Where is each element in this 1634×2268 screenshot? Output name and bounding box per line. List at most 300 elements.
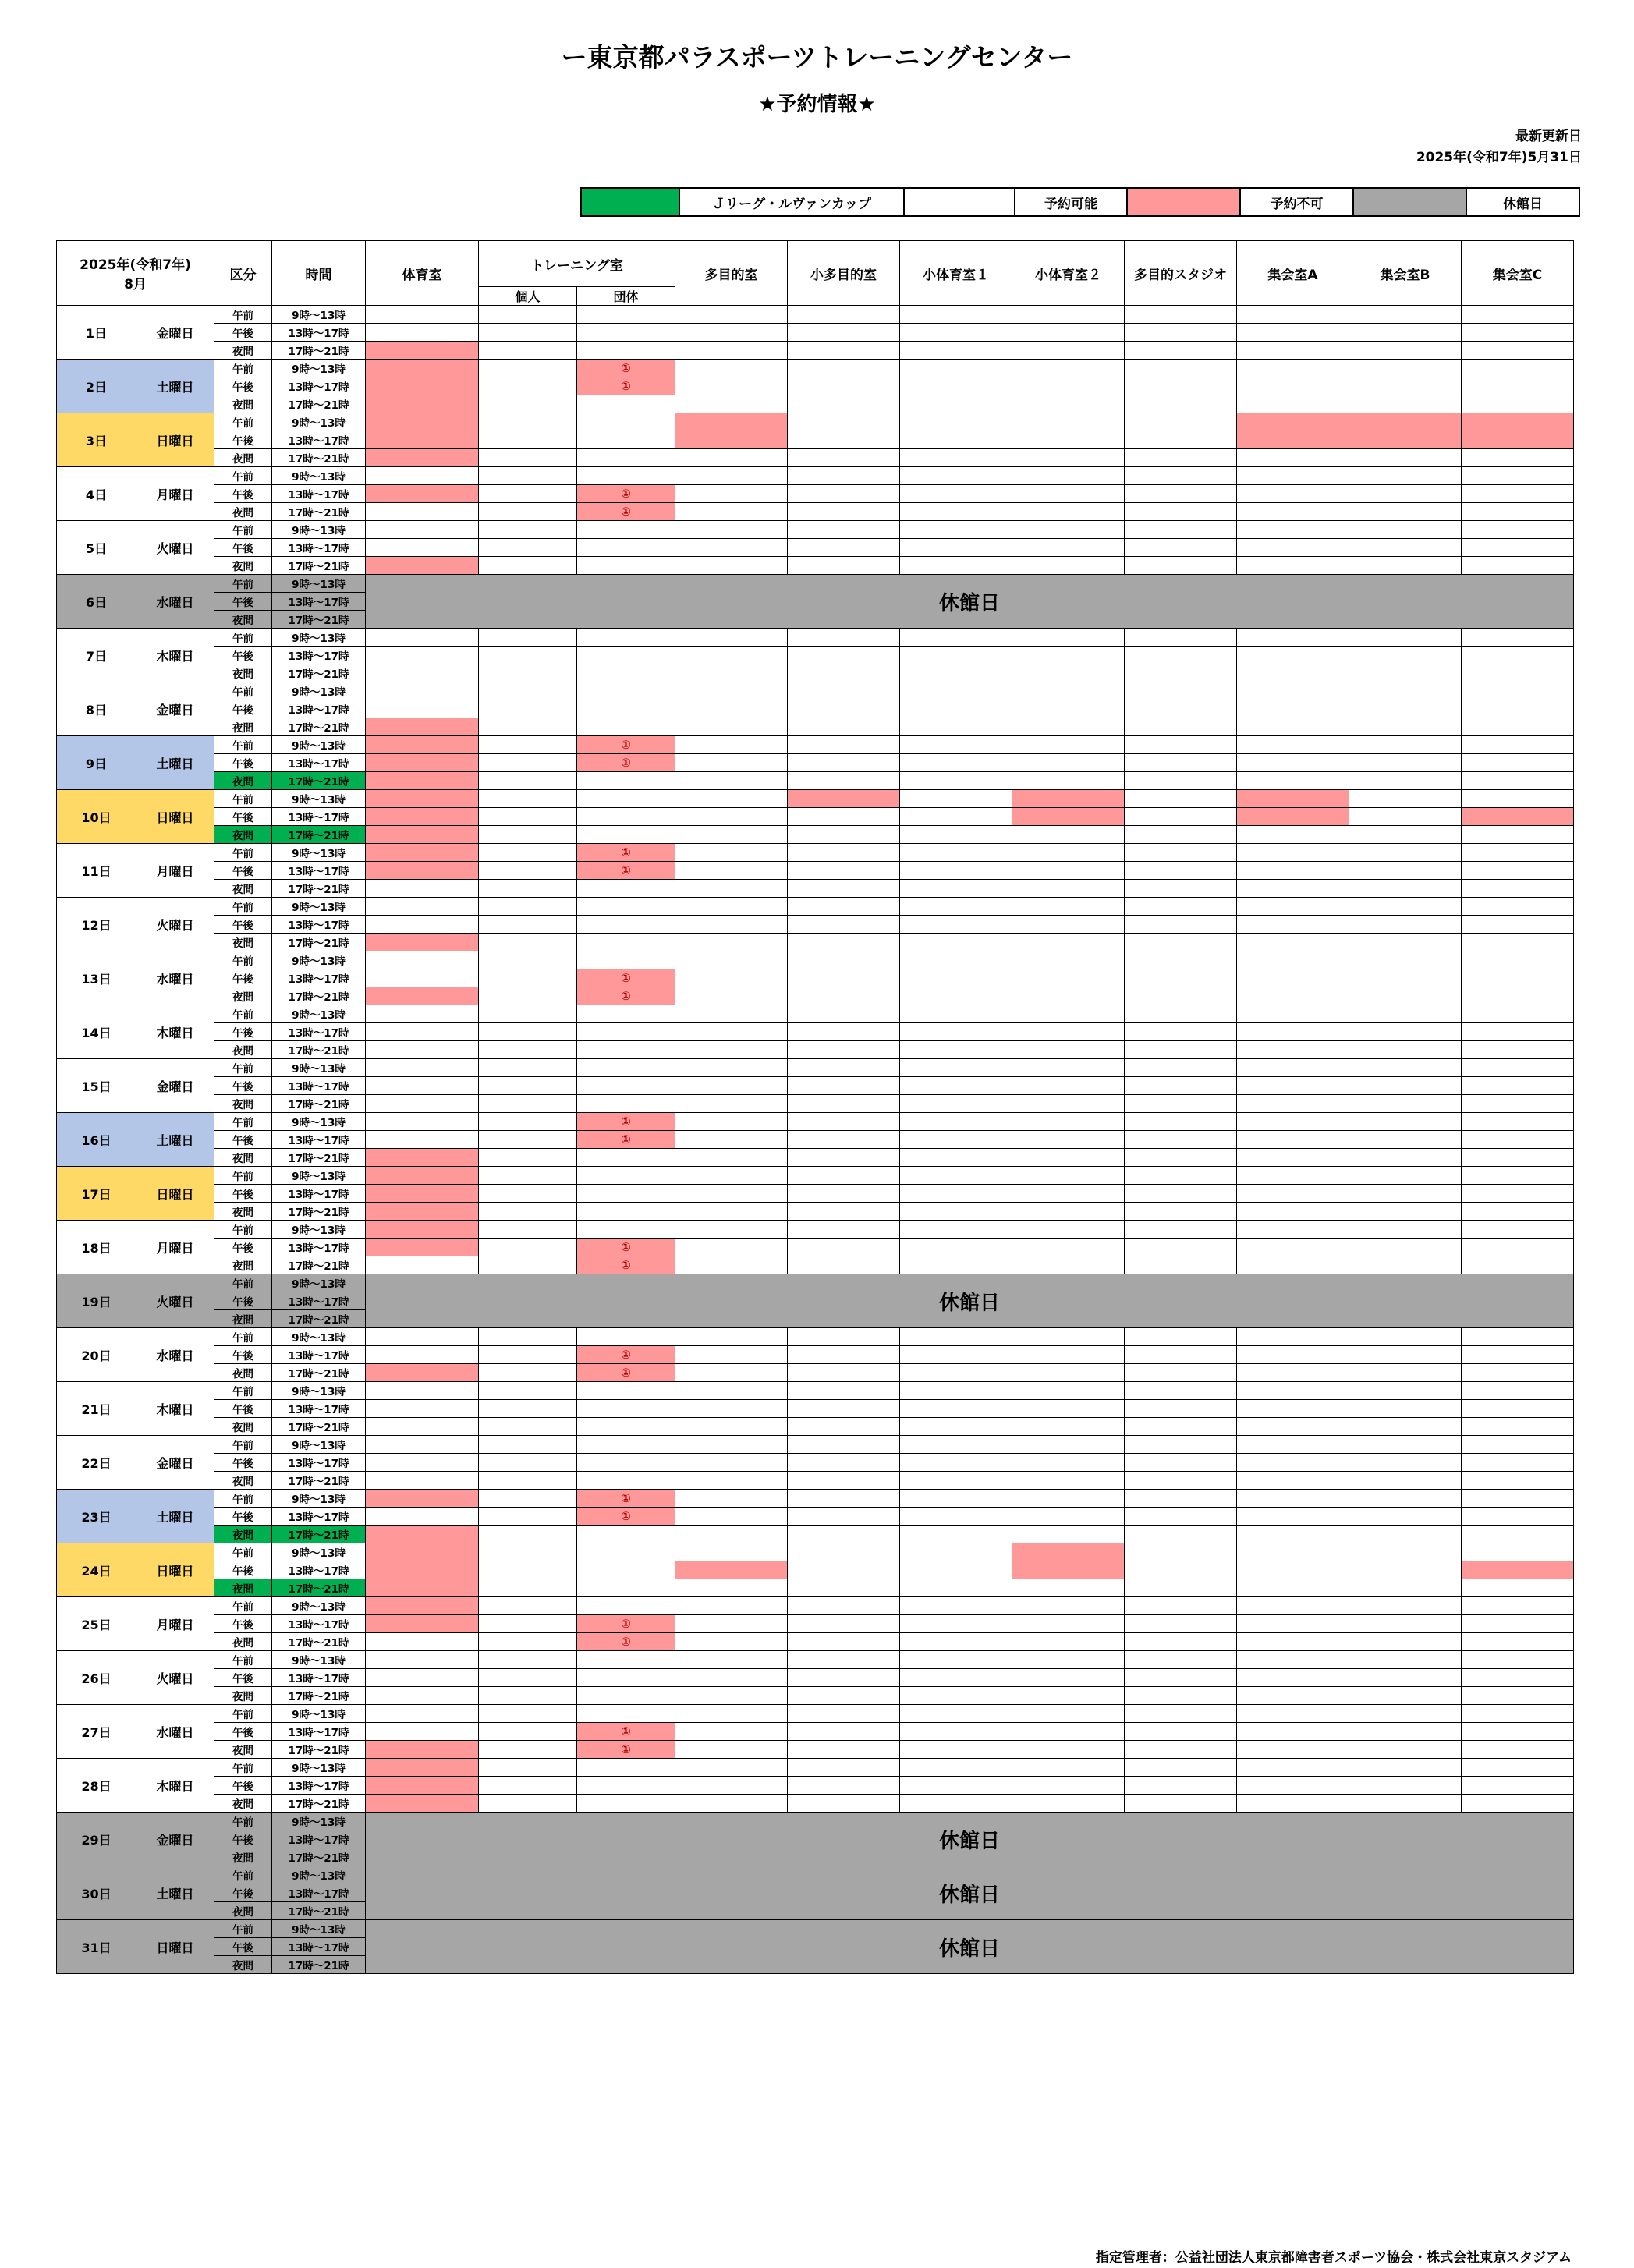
slot-label-cell: 午前 (214, 360, 272, 377)
availability-cell (577, 1597, 675, 1615)
availability-cell (1349, 449, 1462, 467)
slot-label-cell: 午後 (214, 1615, 272, 1633)
availability-cell (1237, 1651, 1349, 1669)
table-row (57, 1059, 1574, 1077)
table-row (57, 431, 1574, 449)
availability-cell (900, 1400, 1012, 1418)
availability-cell (1125, 826, 1237, 844)
weekday-cell: 日曜日 (136, 1920, 214, 1974)
availability-cell (900, 1239, 1012, 1256)
availability-cell (1462, 844, 1574, 862)
availability-cell (1462, 1113, 1574, 1131)
availability-cell (788, 1687, 900, 1705)
availability-cell (577, 1239, 675, 1256)
availability-cell (479, 934, 577, 951)
slot-label-cell: 午後 (214, 377, 272, 395)
availability-cell (1012, 467, 1125, 485)
slot-time-cell: 9時～13時 (272, 1866, 366, 1884)
table-row (57, 647, 1574, 664)
availability-cell (1012, 1239, 1125, 1256)
availability-cell (675, 844, 788, 862)
table-row (57, 575, 1574, 593)
availability-cell (1012, 862, 1125, 880)
availability-cell (479, 1705, 577, 1723)
availability-cell (1237, 934, 1349, 951)
page-title: ー東京都パラスポーツトレーニングセンター (561, 42, 1073, 73)
slot-time-cell: 17時～21時 (272, 1956, 366, 1974)
availability-cell (1012, 1346, 1125, 1364)
availability-cell (900, 826, 1012, 844)
availability-cell (1125, 431, 1237, 449)
availability-cell (1349, 431, 1462, 449)
slot-time-cell: 13時～17時 (272, 1508, 366, 1526)
availability-cell (1462, 700, 1574, 718)
availability-cell (1237, 413, 1349, 431)
table-row (57, 969, 1574, 987)
slot-label-cell: 午後 (214, 1131, 272, 1149)
availability-cell (1012, 1472, 1125, 1490)
availability-cell (1012, 790, 1125, 808)
booking-mark: ① (621, 1724, 631, 1738)
day-cell: 20日 (57, 1328, 136, 1382)
availability-cell (788, 1203, 900, 1221)
table-row (57, 1920, 1574, 1938)
slot-label-cell: 午後 (214, 1938, 272, 1956)
availability-cell (788, 1364, 900, 1382)
availability-cell (577, 306, 675, 324)
availability-cell (1349, 1723, 1462, 1741)
availability-cell (675, 647, 788, 664)
availability-cell (577, 1579, 675, 1597)
slot-label-cell: 午後 (214, 1077, 272, 1095)
availability-cell (1349, 808, 1462, 826)
availability-cell (675, 1239, 788, 1256)
availability-cell (1349, 1221, 1462, 1239)
day-cell: 17日 (57, 1167, 136, 1221)
weekday-cell: 火曜日 (136, 521, 214, 575)
availability-cell (1012, 306, 1125, 324)
availability-cell (1237, 898, 1349, 916)
availability-cell (675, 1723, 788, 1741)
availability-cell (479, 1041, 577, 1059)
weekday-cell: 日曜日 (136, 1543, 214, 1597)
availability-cell (900, 1095, 1012, 1113)
availability-cell (577, 360, 675, 377)
weekday-cell: 月曜日 (136, 467, 214, 521)
table-row (57, 1795, 1574, 1813)
availability-cell (675, 395, 788, 413)
availability-cell (366, 1346, 479, 1364)
availability-cell (1125, 1436, 1237, 1454)
booking-mark: ① (621, 379, 631, 393)
availability-cell (675, 521, 788, 539)
availability-cell (479, 1454, 577, 1472)
table-row (57, 700, 1574, 718)
availability-cell (479, 503, 577, 521)
slot-label-cell: 午後 (214, 916, 272, 934)
slot-label-cell: 午前 (214, 736, 272, 754)
day-cell: 15日 (57, 1059, 136, 1113)
slot-time-cell: 13時～17時 (272, 700, 366, 718)
availability-cell (900, 1382, 1012, 1400)
slot-label-cell: 夜間 (214, 826, 272, 844)
availability-cell (1237, 377, 1349, 395)
availability-cell (366, 1633, 479, 1651)
availability-cell (675, 736, 788, 754)
slot-time-cell: 17時～21時 (272, 1310, 366, 1328)
availability-cell (1349, 1472, 1462, 1490)
availability-cell (1012, 1041, 1125, 1059)
availability-cell (366, 1418, 479, 1436)
day-cell: 6日 (57, 575, 136, 629)
availability-cell (366, 1615, 479, 1633)
weekday-cell: 土曜日 (136, 1113, 214, 1167)
availability-cell (1012, 718, 1125, 736)
booking-mark: ① (621, 1491, 631, 1505)
availability-cell (1462, 557, 1574, 575)
slot-label-cell: 夜間 (214, 1902, 272, 1920)
availability-cell (900, 718, 1012, 736)
availability-cell (900, 844, 1012, 862)
availability-cell (479, 916, 577, 934)
availability-cell (366, 1023, 479, 1041)
availability-cell (675, 449, 788, 467)
availability-cell (900, 1615, 1012, 1633)
availability-cell (1349, 360, 1462, 377)
table-row (57, 1526, 1574, 1543)
availability-cell (1012, 1795, 1125, 1813)
slot-label-cell: 夜間 (214, 342, 272, 360)
availability-cell (366, 951, 479, 969)
availability-cell (366, 306, 479, 324)
availability-cell (1349, 844, 1462, 862)
legend-label-j-league: Ｊリーグ・ルヴァンカップ (679, 188, 904, 216)
availability-cell (366, 342, 479, 360)
availability-cell (1237, 880, 1349, 898)
availability-cell (1349, 1095, 1462, 1113)
table-row (57, 1561, 1574, 1579)
day-cell: 31日 (57, 1920, 136, 1974)
availability-cell (1462, 987, 1574, 1005)
day-cell: 9日 (57, 736, 136, 790)
availability-cell (1125, 395, 1237, 413)
availability-cell (788, 1023, 900, 1041)
legend-swatch-available (904, 188, 1015, 216)
table-row (57, 1866, 1574, 1884)
availability-cell (1012, 1095, 1125, 1113)
availability-cell (1462, 1023, 1574, 1041)
availability-cell (577, 539, 675, 557)
availability-cell (1012, 1436, 1125, 1454)
slot-label-cell: 午後 (214, 1292, 272, 1310)
availability-cell (1237, 951, 1349, 969)
slot-label-cell: 午後 (214, 431, 272, 449)
availability-cell (366, 664, 479, 682)
availability-cell (900, 1328, 1012, 1346)
availability-cell (366, 1382, 479, 1400)
availability-cell (1349, 1436, 1462, 1454)
availability-cell (1462, 1005, 1574, 1023)
slot-time-cell: 17時～21時 (272, 1203, 366, 1221)
availability-cell (479, 969, 577, 987)
availability-cell (577, 1561, 675, 1579)
slot-time-cell: 13時～17時 (272, 1561, 366, 1579)
availability-cell (788, 718, 900, 736)
availability-cell (788, 1005, 900, 1023)
availability-cell (366, 1328, 479, 1346)
availability-cell (1349, 916, 1462, 934)
availability-cell (1237, 790, 1349, 808)
availability-cell (675, 951, 788, 969)
availability-cell (577, 1005, 675, 1023)
availability-cell (1237, 324, 1349, 342)
header-facility: 多目的室 (675, 241, 788, 306)
slot-time-cell: 9時～13時 (272, 1597, 366, 1615)
availability-cell (675, 772, 788, 790)
availability-cell (900, 324, 1012, 342)
slot-label-cell: 午前 (214, 306, 272, 324)
availability-cell (1125, 1328, 1237, 1346)
header-facility: 体育室 (366, 241, 479, 306)
booking-mark: ① (621, 1635, 631, 1649)
availability-cell (1462, 324, 1574, 342)
availability-cell (1237, 772, 1349, 790)
slot-label-cell: 夜間 (214, 1256, 272, 1274)
slot-time-cell: 9時～13時 (272, 951, 366, 969)
slot-time-cell: 17時～21時 (272, 1687, 366, 1705)
availability-cell (479, 342, 577, 360)
day-cell: 10日 (57, 790, 136, 844)
availability-cell (900, 1454, 1012, 1472)
availability-cell (1237, 1167, 1349, 1185)
availability-cell (1237, 1346, 1349, 1364)
slot-label-cell: 午後 (214, 1239, 272, 1256)
availability-cell (1237, 1454, 1349, 1472)
availability-cell (1349, 306, 1462, 324)
weekday-cell: 金曜日 (136, 1059, 214, 1113)
availability-cell (366, 557, 479, 575)
table-row (57, 1382, 1574, 1400)
availability-cell (479, 1741, 577, 1759)
availability-cell (788, 360, 900, 377)
slot-label-cell: 午後 (214, 754, 272, 772)
availability-cell (479, 1508, 577, 1526)
availability-cell (1462, 629, 1574, 647)
availability-cell (479, 1005, 577, 1023)
slot-label-cell: 午前 (214, 1221, 272, 1239)
availability-cell (900, 629, 1012, 647)
availability-cell (1012, 1526, 1125, 1543)
day-cell: 8日 (57, 682, 136, 736)
booking-mark: ① (621, 487, 631, 501)
table-row (57, 377, 1574, 395)
availability-cell (1349, 1543, 1462, 1561)
availability-cell (1125, 1526, 1237, 1543)
availability-cell (1349, 503, 1462, 521)
availability-cell (479, 1239, 577, 1256)
table-row (57, 1723, 1574, 1741)
slot-time-cell: 13時～17時 (272, 916, 366, 934)
slot-time-cell: 9時～13時 (272, 1543, 366, 1561)
table-row (57, 1813, 1574, 1830)
slot-label-cell: 午前 (214, 575, 272, 593)
availability-cell (577, 1472, 675, 1490)
slot-label-cell: 夜間 (214, 611, 272, 629)
slot-time-cell: 9時～13時 (272, 360, 366, 377)
slot-time-cell: 17時～21時 (272, 1041, 366, 1059)
table-row (57, 485, 1574, 503)
availability-cell (1125, 1239, 1237, 1256)
slot-time-cell: 9時～13時 (272, 1382, 366, 1400)
availability-cell (577, 1059, 675, 1077)
availability-cell (366, 1005, 479, 1023)
availability-cell (1012, 1723, 1125, 1741)
availability-cell (900, 467, 1012, 485)
availability-cell (1462, 951, 1574, 969)
availability-cell (1349, 1382, 1462, 1400)
availability-cell (1462, 1777, 1574, 1795)
availability-cell (1012, 934, 1125, 951)
closed-cell: 休館日 (366, 575, 1574, 629)
slot-label-cell: 夜間 (214, 395, 272, 413)
table-row (57, 1543, 1574, 1561)
updated-label: 最新更新日 (1515, 129, 1582, 144)
availability-cell (366, 1041, 479, 1059)
availability-cell (1462, 413, 1574, 431)
availability-cell (1462, 808, 1574, 826)
availability-cell (1012, 826, 1125, 844)
day-cell: 22日 (57, 1436, 136, 1490)
slot-label-cell: 午後 (214, 969, 272, 987)
availability-cell (366, 1561, 479, 1579)
weekday-cell: 土曜日 (136, 736, 214, 790)
availability-cell (675, 1203, 788, 1221)
availability-cell (577, 664, 675, 682)
availability-cell (1462, 342, 1574, 360)
weekday-cell: 水曜日 (136, 951, 214, 1005)
availability-cell (1237, 1041, 1349, 1059)
availability-cell (1462, 1436, 1574, 1454)
availability-cell (1462, 1543, 1574, 1561)
header-row (57, 241, 1574, 287)
availability-cell (1237, 360, 1349, 377)
availability-cell (479, 1346, 577, 1364)
availability-cell (900, 1185, 1012, 1203)
availability-cell (1462, 1687, 1574, 1705)
availability-cell (1237, 987, 1349, 1005)
slot-time-cell: 9時～13時 (272, 1005, 366, 1023)
availability-cell (1125, 467, 1237, 485)
table-row (57, 1131, 1574, 1149)
availability-cell (1125, 629, 1237, 647)
weekday-cell: 金曜日 (136, 306, 214, 360)
availability-cell (479, 664, 577, 682)
availability-cell (577, 1687, 675, 1705)
availability-cell (1349, 1256, 1462, 1274)
availability-cell (675, 1418, 788, 1436)
availability-cell (900, 1669, 1012, 1687)
table-row (57, 1741, 1574, 1759)
availability-cell (675, 413, 788, 431)
availability-cell (675, 1077, 788, 1095)
availability-cell (479, 360, 577, 377)
table-row (57, 1041, 1574, 1059)
availability-cell (366, 1795, 479, 1813)
availability-cell (1012, 951, 1125, 969)
availability-cell (1012, 1669, 1125, 1687)
availability-cell (1012, 987, 1125, 1005)
availability-cell (900, 898, 1012, 916)
availability-cell (1349, 880, 1462, 898)
slot-time-cell: 17時～21時 (272, 395, 366, 413)
availability-cell (788, 1561, 900, 1579)
availability-cell (1012, 1759, 1125, 1777)
table-row (57, 1185, 1574, 1203)
availability-cell (1012, 1131, 1125, 1149)
table-row (57, 360, 1574, 377)
availability-cell (1462, 1579, 1574, 1597)
availability-cell (366, 1454, 479, 1472)
availability-cell (1462, 1795, 1574, 1813)
booking-mark: ① (621, 756, 631, 770)
day-cell: 2日 (57, 360, 136, 413)
availability-cell (577, 808, 675, 826)
availability-cell (1462, 1131, 1574, 1149)
availability-cell (366, 1472, 479, 1490)
day-cell: 7日 (57, 629, 136, 682)
slot-time-cell: 17時～21時 (272, 880, 366, 898)
availability-cell (675, 1651, 788, 1669)
availability-cell (1462, 1418, 1574, 1436)
availability-cell (1237, 467, 1349, 485)
availability-cell (675, 1633, 788, 1651)
availability-cell (577, 395, 675, 413)
availability-cell (675, 1759, 788, 1777)
availability-cell (788, 1346, 900, 1364)
table-row (57, 467, 1574, 485)
slot-label-cell: 午後 (214, 593, 272, 611)
availability-cell (1125, 1633, 1237, 1651)
availability-cell (1012, 342, 1125, 360)
availability-cell (788, 969, 900, 987)
slot-label-cell: 午前 (214, 951, 272, 969)
availability-cell (788, 395, 900, 413)
availability-cell (1237, 1436, 1349, 1454)
booking-mark: ① (621, 1366, 631, 1380)
booking-mark: ① (621, 971, 631, 985)
slot-time-cell: 9時～13時 (272, 1221, 366, 1239)
availability-cell (675, 1687, 788, 1705)
table-row (57, 1615, 1574, 1633)
availability-cell (479, 1328, 577, 1346)
availability-cell (366, 1579, 479, 1597)
table-row (57, 1346, 1574, 1364)
availability-cell (1125, 1346, 1237, 1364)
availability-cell (479, 1759, 577, 1777)
availability-cell (479, 1543, 577, 1561)
availability-cell (479, 324, 577, 342)
availability-cell (900, 1005, 1012, 1023)
availability-cell (900, 1023, 1012, 1041)
availability-cell (366, 1095, 479, 1113)
availability-cell (1462, 682, 1574, 700)
header-facility: 小多目的室 (788, 241, 900, 306)
availability-cell (1237, 1543, 1349, 1561)
page-subtitle: ★予約情報★ (758, 93, 876, 116)
slot-label-cell: 夜間 (214, 1795, 272, 1813)
availability-cell (1237, 1615, 1349, 1633)
slot-label-cell: 夜間 (214, 718, 272, 736)
